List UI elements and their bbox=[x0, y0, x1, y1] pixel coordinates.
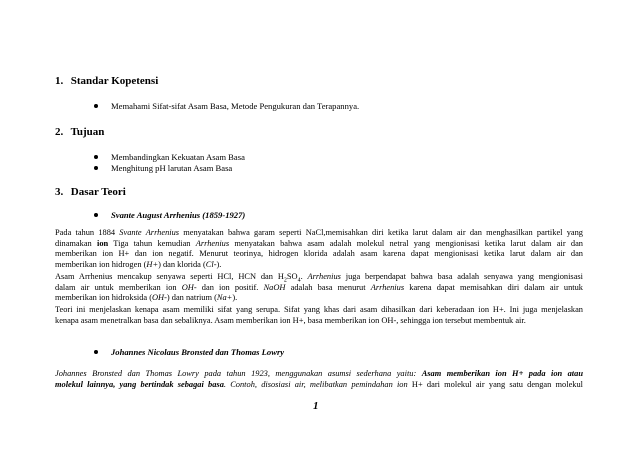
text-line: memberikan ion hidroksida (OH-) dan natrium (Na+). bbox=[55, 293, 238, 303]
bullet-icon bbox=[94, 155, 98, 159]
text-line: Asam Arrhenius mencakup senyawa seperti HCl, HCN dan $H_2SO_4$. Arrhenius juga berpendapat bahwa basa adalah senyawa yang mengionisasi bbox=[55, 272, 583, 284]
section-heading-dasar-teori bbox=[55, 186, 126, 198]
bullet-text: Svante August Arrhenius (1859-1927) bbox=[111, 210, 246, 220]
text-line: memberikan ion H+ dan ion negatif. Menurut teorinya, hidrogen klorida adalah asam karena dapat mengionisasi ketika larut dalam air dan bbox=[55, 249, 583, 259]
bullet-icon bbox=[94, 166, 98, 170]
text-line: Pada tahun 1884 Svante Arrhenius menyatakan bahwa garam seperti NaCl,memisahkan diri ketika larut dalam air dan menghasilkan partikel yang bbox=[55, 228, 583, 237]
section-heading-standar-kopetensi bbox=[55, 75, 158, 87]
bullet-text: Johannes Nicolaus Bronsted dan Thomas Lowry bbox=[111, 347, 285, 357]
paragraph-arrhenius-intro bbox=[55, 228, 583, 270]
section-title: Tujuan bbox=[70, 126, 105, 138]
paragraph-bronsted-lowry bbox=[55, 369, 583, 390]
bullet-icon bbox=[94, 350, 98, 354]
bullet-icon bbox=[94, 104, 98, 108]
text-line: dalam air untuk memberikan ion OH- dan ion positif. NaOH adalah basa menurut Arrhenius karena dapat memisahkan diri dalam air untuk bbox=[55, 282, 583, 292]
page-number: 1 bbox=[313, 400, 319, 412]
paragraph-arrhenius-theory bbox=[55, 305, 583, 326]
paragraph-arrhenius-base bbox=[55, 272, 583, 304]
bullet-text: Menghitung pH larutan Asam Basa bbox=[111, 163, 233, 173]
text-line: Johannes Bronsted dan Thomas Lowry pada tahun 1923, menggunakan asumsi sederhana yaitu: Asam memberikan ion H+ pada ion atau bbox=[55, 369, 583, 378]
section-number: 2. bbox=[55, 126, 64, 138]
section-title: Standar Kopetensi bbox=[70, 75, 159, 87]
text-line: kenapa asam menetralkan basa dan sebaliknya. Asam memberikan ion H+, basa memberikan ion OH-, sehingga ion tersebut membentuk air. bbox=[55, 315, 526, 325]
text-line: memberikan ion hidrogen (H+) dan klorida (Cl-). bbox=[55, 259, 222, 269]
text-line: Teori ini menjelaskan kenapa asam memiliki sifat yang serupa. Sifat yang khas dari asam dihasilkan dari keberadaan ion H+. Ini juga menjelaskan bbox=[55, 305, 583, 314]
bullet-text: Memahami Sifat-sifat Asam Basa, Metode Pengukuran dan Terapannya. bbox=[111, 101, 360, 111]
section-heading-tujuan bbox=[55, 126, 104, 138]
bullet-icon bbox=[94, 213, 98, 217]
section-title: Dasar Teori bbox=[70, 186, 126, 198]
section-number: 3. bbox=[55, 186, 64, 198]
text-line: dinamakan ion Tiga tahun kemudian Arrhenius menyatakan bahwa asam adalah molekul netral yang mengionisasi ketika larut dalam air dan bbox=[55, 238, 583, 248]
bullet-text: Membandingkan Kekuatan Asam Basa bbox=[111, 152, 245, 162]
text-line: molekul lainnya, yang bertindak sebagai basa. Contoh, disosiasi air, melibatkan pemindahan ion H+ dari molekul air yang satu dengan molekul bbox=[55, 379, 583, 389]
section-number: 1. bbox=[55, 75, 64, 87]
